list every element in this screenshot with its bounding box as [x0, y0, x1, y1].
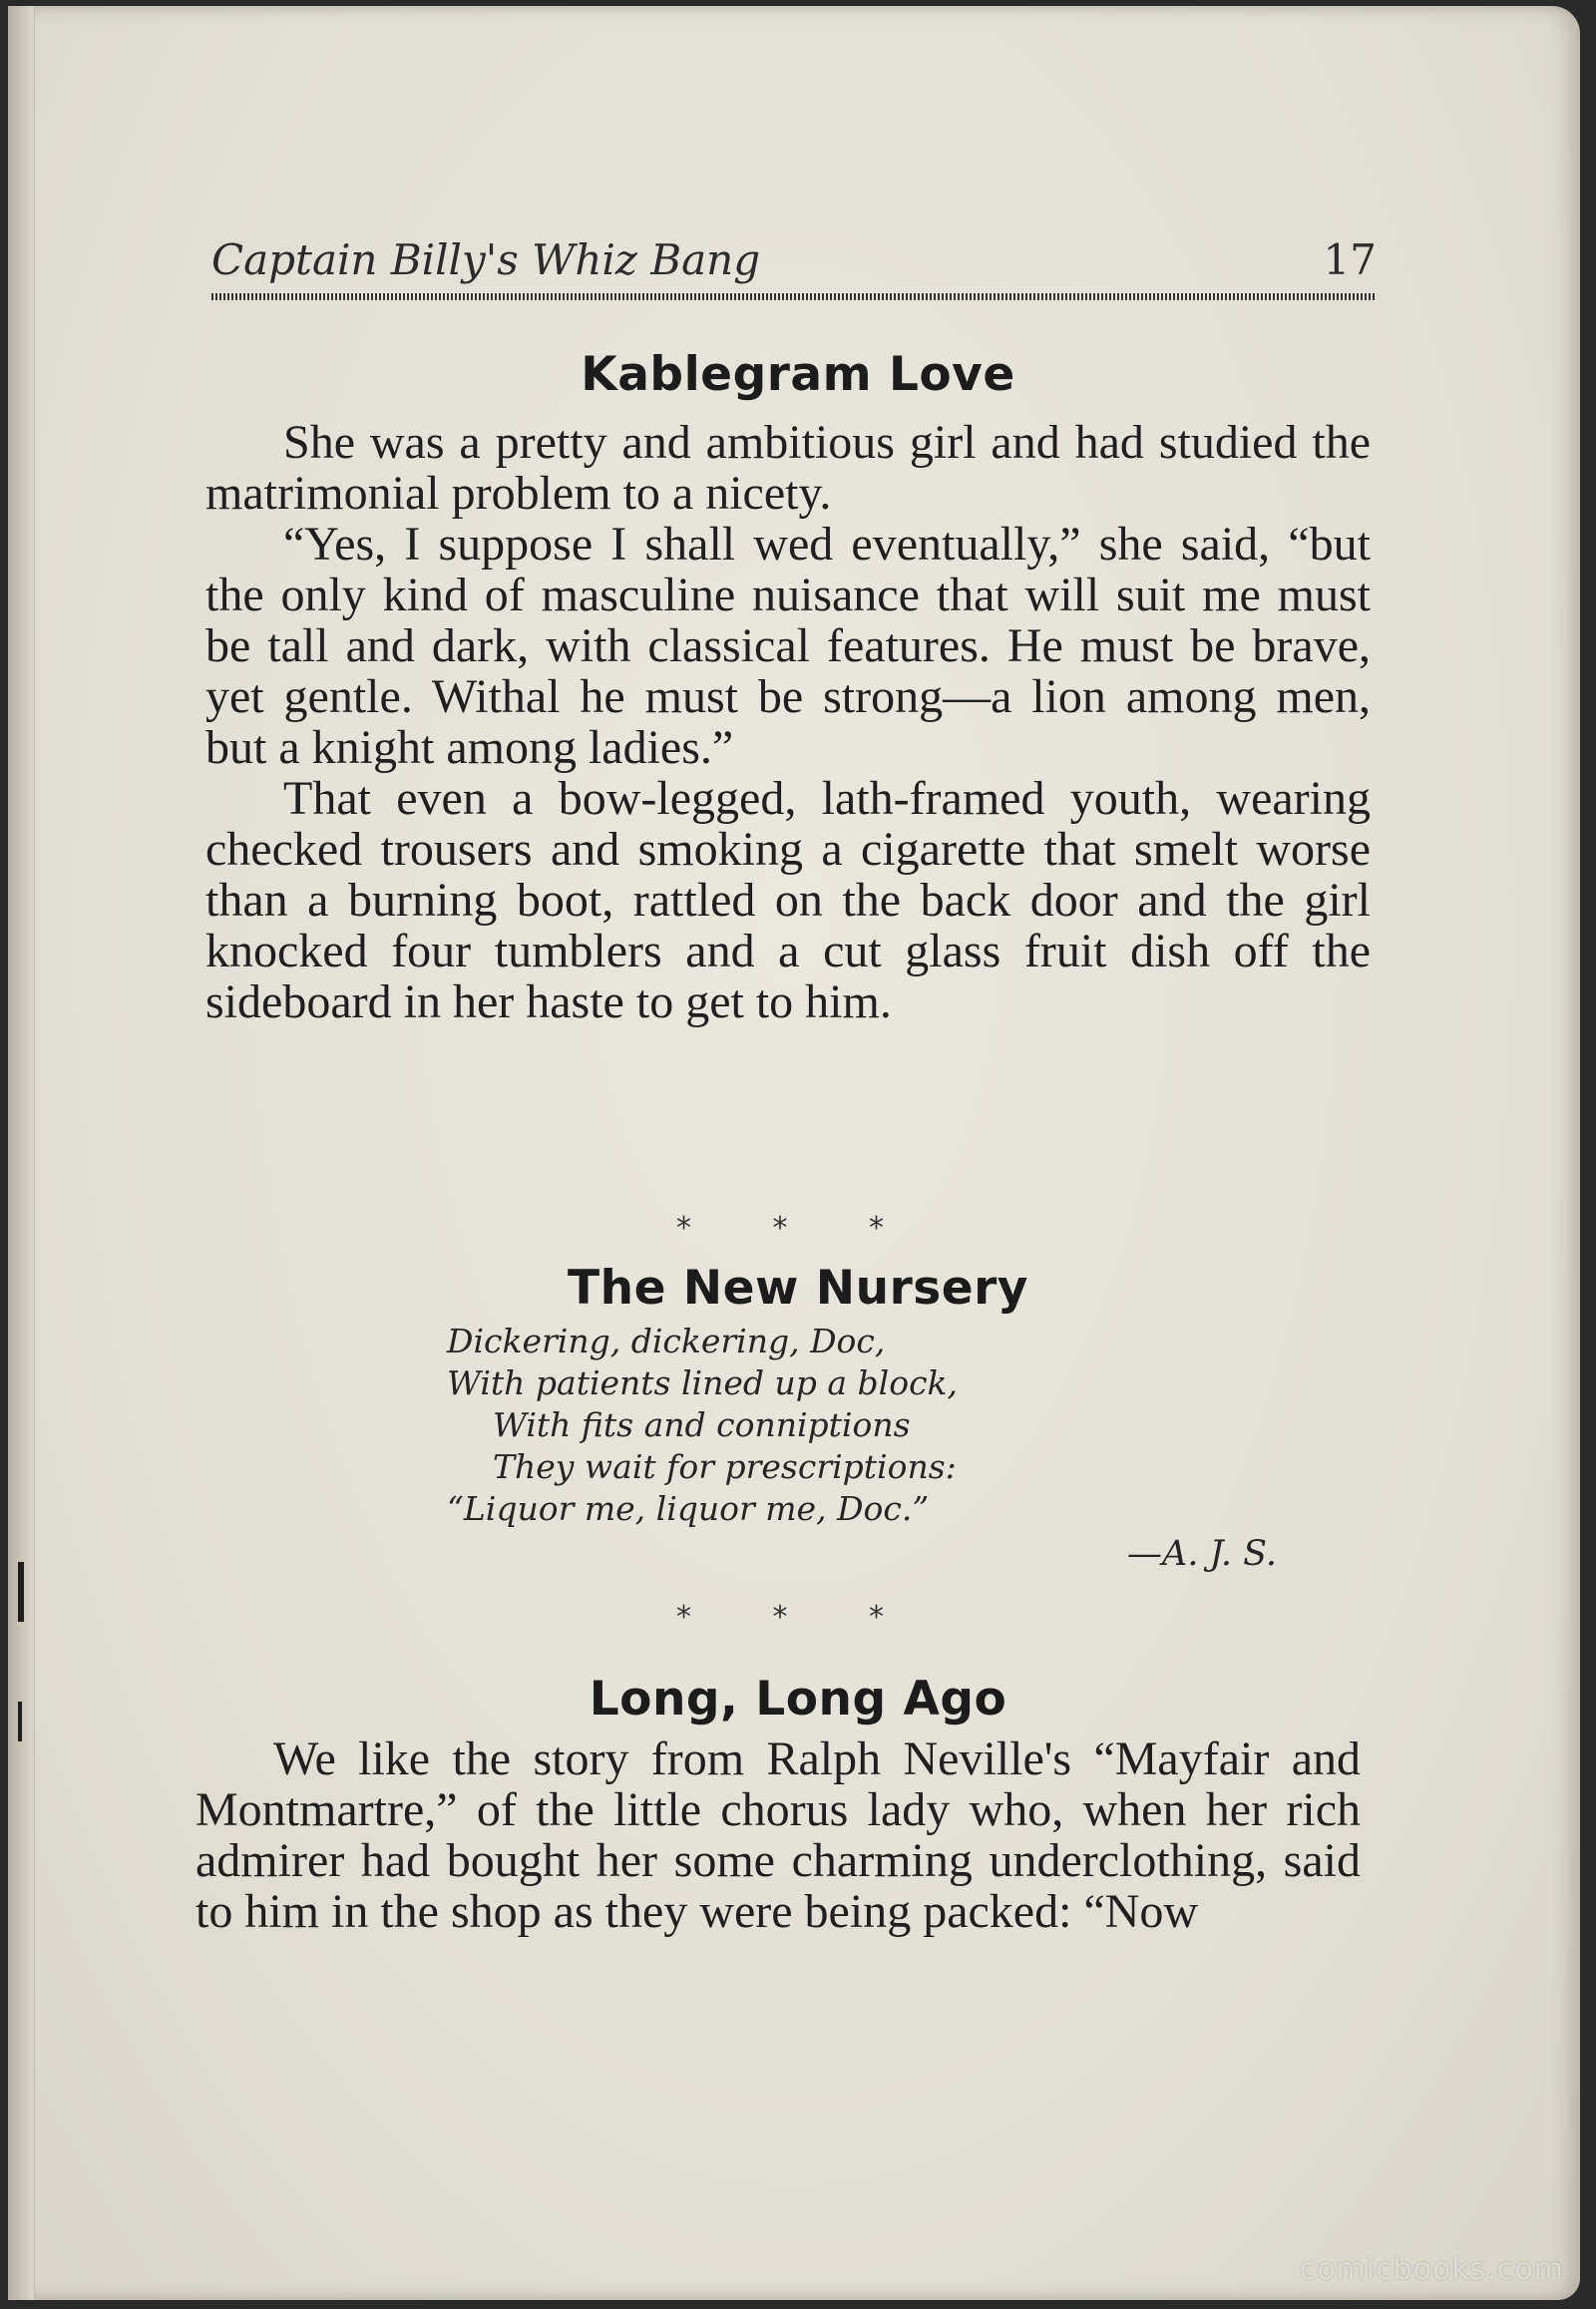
poem-line: With fits and conniptions [493, 1405, 911, 1444]
paragraph: We like the story from Ralph Neville's “Mayfair and Montmartre,” of the little chorus lady who, when her rich admirer had bought her some charming underclothing, said to him in the shop as they were being packed: “Now [196, 1732, 1361, 1938]
section-title-long-long-ago: Long, Long Ago [589, 1672, 1007, 1727]
paragraph: “Yes, I suppose I shall wed eventually,” she said, “but the only kind of masculine nuisance that will suit me must be tall and dark, with classical features. He must be brave, yet gentle. Withal he must be strong—a lion among men, but a knight among ladies.” [205, 518, 1371, 774]
section-separator: * * * [675, 1211, 921, 1246]
article-kablegram-love [205, 417, 1371, 1027]
article-long-long-ago [196, 1733, 1361, 1937]
poem-line: With patients lined up a block, [447, 1363, 959, 1402]
section-title-the-new-nursery: The New Nursery [568, 1261, 1028, 1316]
magazine-title: Captain Billy's Whiz Bang [211, 235, 761, 284]
section-title-kablegram-love: Kablegram Love [581, 347, 1015, 402]
paragraph: That even a bow-legged, lath-framed youth, wearing checked trousers and smoking a cigarette that smelt worse than a burning boot, rattled on the back door and the girl knocked four tumblers and a cut glass fruit dish off the sideboard in her haste to get to him. [205, 772, 1371, 1028]
poem-line: Dickering, dickering, Doc, [447, 1322, 886, 1360]
poem-line: “Liquor me, liquor me, Doc.” [447, 1489, 930, 1528]
paragraph: She was a pretty and ambitious girl and had studied the matrimonial problem to a nicety. [205, 416, 1371, 520]
poem-line: They wait for prescriptions: [493, 1447, 957, 1486]
section-separator: * * * [675, 1600, 921, 1635]
poem-the-new-nursery [447, 1321, 1245, 1530]
poem-attribution: —A. J. S. [1127, 1534, 1277, 1574]
page-number: 17 [1323, 235, 1377, 284]
watermark-text: comicbooks.com [1299, 2252, 1564, 2287]
running-header [211, 235, 1377, 291]
header-rule [211, 293, 1377, 300]
